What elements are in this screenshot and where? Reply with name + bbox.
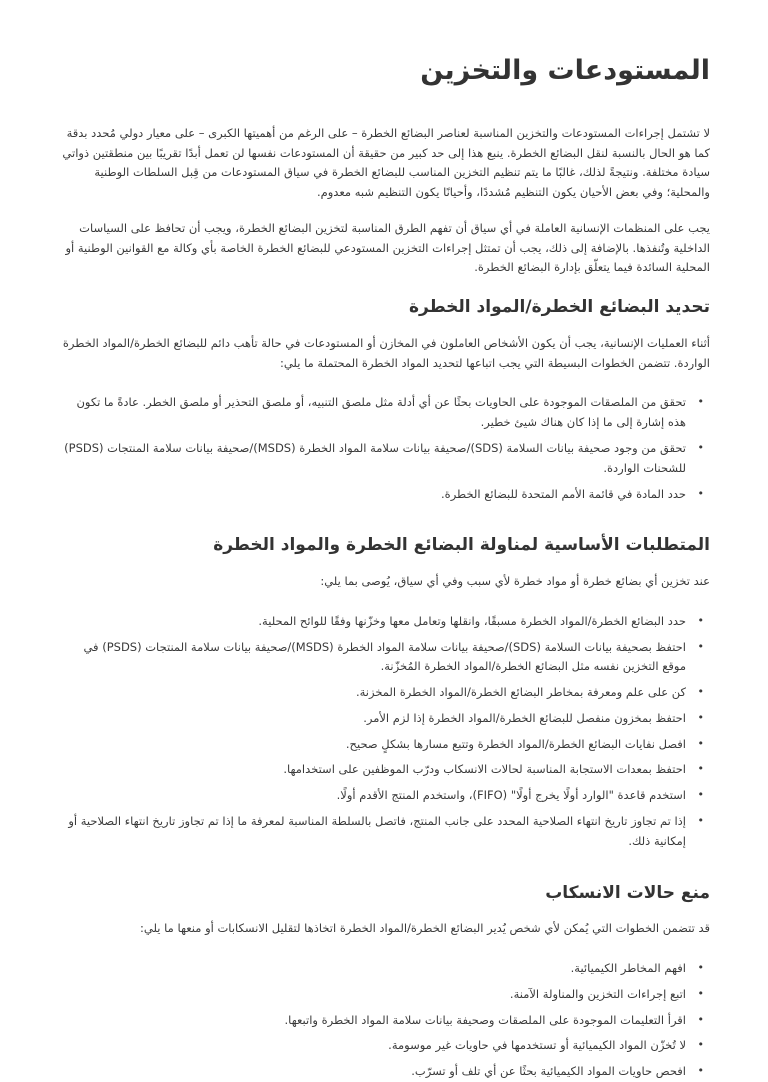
intro-paragraph-2: يجب على المنظمات الإنسانية العاملة في أي سياق أن تفهم الطرق المناسبة لتخزين البضائع الخطرة، ويجب أن تحافظ على السياسات الداخلية وتُنفذها. بالإضافة إلى ذلك، يجب أن تمتثل إجراءات التخزين المستودعي للبضائع الخطرة الخاصة بأي وكالة مع القوانين الوطنية أو المحلية السائدة فيما يتعلّق بإدارة البضائع الخطرة. <box>65 220 710 275</box>
page-title: المستودعات والتخزين <box>420 55 710 86</box>
list-item: • حدد البضائع الخطرة/المواد الخطرة مسبقًا، وانقلها وتعامل معها وخزّنها وفقًا للوائح المحلية. <box>58 612 686 632</box>
list-item: • احتفظ بمعدات الاستجابة المناسبة لحالات الانسكاب ودرّب الموظفين على استخدامها. <box>58 760 686 780</box>
intro-paragraph-1: لا تشتمل إجراءات المستودعات والتخزين المناسبة لعناصر البضائع الخطرة – على الرغم من أهميتها الكبرى – على معيار دولي مُحدد بدقة كما هو الحال بالنسبة لنقل البضائع الخطرة. ينبع هذا إلى حد كبير من حقيقة أن المستودعات نفسها لن تعمل أبدًا تقريبًا بين منطقتين ذواتي سيادة مختلفة. ونتيجةً لذلك، غالبًا ما يتم تنظيم التخزين المناسب للبضائع الخطرة في سياق المستودعات من قِبل السلطات الوطنية والمحلية؛ وفي بعض الأحيان يكون التنظيم مُشددًا، وأحيانًا يكون التنظيم شبه معدوم. <box>62 125 710 200</box>
bullet-icon: • <box>697 762 704 776</box>
bullet-icon: • <box>697 685 704 699</box>
section-lead: أثناء العمليات الإنسانية، يجب أن يكون الأشخاص العاملون في المخازن أو المستودعات في حالة تأهب دائم للبضائع الخطرة/المواد الخطرة الواردة. تتضمن الخطوات البسيطة التي يجب اتباعها لتحديد المواد الخطرة المحتملة ما يلي: <box>62 335 710 370</box>
list-item: • اقرأ التعليمات الموجودة على الملصقات وصحيفة بيانات سلامة المواد الخطرة واتبعها. <box>58 1011 686 1031</box>
bullet-list <box>58 959 710 1082</box>
bullet-icon: • <box>697 986 704 1000</box>
section-spill-prevention <box>58 882 710 1082</box>
list-item: • كن على علم ومعرفة بمخاطر البضائع الخطرة/المواد الخطرة المخزنة. <box>58 683 686 703</box>
bullet-list <box>58 612 710 852</box>
bullet-icon: • <box>697 736 704 750</box>
list-item: • افحص حاويات المواد الكيميائية بحثًا عن أي تلف أو تسرّب. <box>58 1062 686 1082</box>
section-basic-requirements <box>58 534 710 851</box>
bullet-icon: • <box>697 961 704 975</box>
bullet-icon: • <box>697 395 704 409</box>
bullet-icon: • <box>697 639 704 653</box>
section-identify-hazards <box>58 296 710 504</box>
list-item: • تحقق من وجود صحيفة بيانات السلامة (SDS)/صحيفة بيانات سلامة المواد الخطرة (MSDS)/صحيفة بيانات سلامة المنتجات (PSDS) للشحنات الواردة. <box>64 441 704 475</box>
bullet-icon: • <box>697 441 704 455</box>
list-item: • افصل نفايات البضائع الخطرة/المواد الخطرة وتتبع مسارها بشكلٍ صحيح. <box>58 735 686 755</box>
list-item: • تحقق من الملصقات الموجودة على الحاويات بحثًا عن أي أدلة مثل ملصق التنبيه، أو ملصق التحذير أو ملصق الخطر. عادةً ما تكون هذه إشارة إلى ما إذا كان هناك شيئ خطير. <box>76 395 704 430</box>
section-heading: المتطلبات الأساسية لمناولة البضائع الخطرة والمواد الخطرة <box>213 535 710 556</box>
list-item: • استخدم قاعدة "الوارد أولًا يخرج أولًا" (FIFO)، واستخدم المنتج الأقدم أولًا. <box>58 786 686 806</box>
section-lead: قد تتضمن الخطوات التي يُمكن لأي شخص يُدير البضائع الخطرة/المواد الخطرة اتخاذها لتقليل الانسكابات أو منعها ما يلي: <box>140 921 710 936</box>
list-item: • لا تُخزّن المواد الكيميائية أو تستخدمها في حاويات غير موسومة. <box>58 1036 686 1056</box>
section-heading: منع حالات الانسكاب <box>545 882 710 903</box>
list-item: • احتفظ بمخزون منفصل للبضائع الخطرة/المواد الخطرة إذا لزم الأمر. <box>58 709 686 729</box>
bullet-icon: • <box>697 1012 704 1026</box>
bullet-icon: • <box>697 814 704 827</box>
section-lead: عند تخزين أي بضائع خطرة أو مواد خطرة لأي سبب وفي أي سياق، يُوصى بما يلي: <box>320 574 710 589</box>
bullet-icon: • <box>697 486 704 500</box>
bullet-icon: • <box>697 1064 704 1078</box>
list-item: • احتفظ بصحيفة بيانات السلامة (SDS)/صحيفة بيانات سلامة المواد الخطرة (MSDS)/صحيفة بيانات سلامة المنتجات (PSDS) في موقع التخزين نفسه مثل البضائع الخطرة/المواد الخطرة المُخزّنة. <box>83 639 704 674</box>
list-item: • افهم المخاطر الكيميائية. <box>58 959 686 979</box>
list-item: • إذا تم تجاوز تاريخ انتهاء الصلاحية المحدد على جانب المنتج، فاتصل بالسلطة المناسبة لمعرفة ما إذا تم تجاوز تاريخ انتهاء الصلاحية أو إمكانية ذلك. <box>68 814 704 848</box>
bullet-icon: • <box>697 613 704 627</box>
section-heading: تحديد البضائع الخطرة/المواد الخطرة <box>409 297 710 318</box>
bullet-icon: • <box>697 710 704 724</box>
bullet-icon: • <box>697 788 704 802</box>
list-item: • اتبع إجراءات التخزين والمناولة الآمنة. <box>58 985 686 1005</box>
bullet-list <box>58 393 710 504</box>
bullet-icon: • <box>697 1038 704 1052</box>
list-item: • حدد المادة في قائمة الأمم المتحدة للبضائع الخطرة. <box>58 485 686 505</box>
